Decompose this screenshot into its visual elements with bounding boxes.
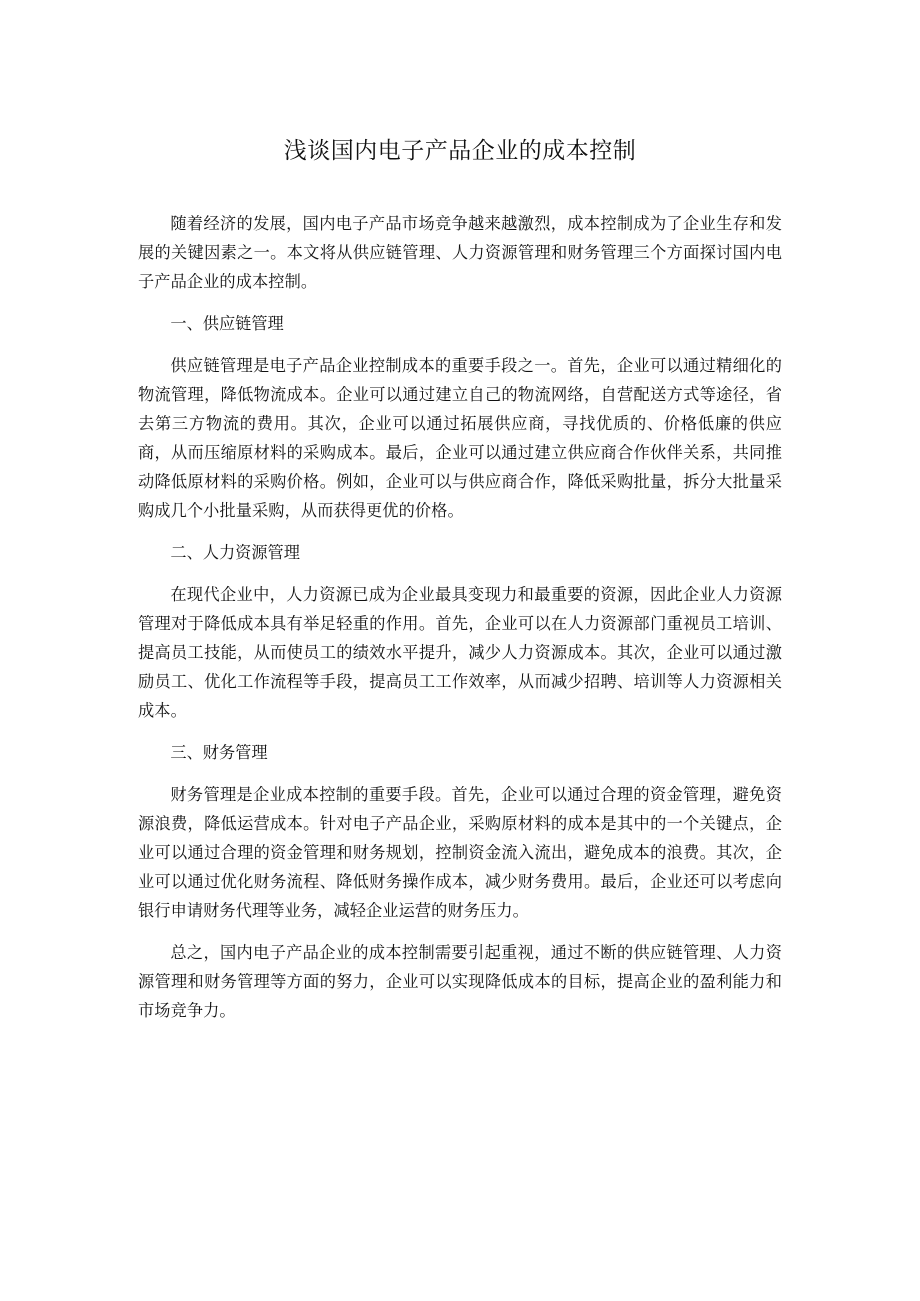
conclusion-paragraph: 总之，国内电子产品企业的成本控制需要引起重视，通过不断的供应链管理、人力资源管理和财务管理等方面的努力，企业可以实现降低成本的目标，提高企业的盈利能力和市场竞争力。	[138, 943, 782, 1020]
section-paragraph-human-resources: 在现代企业中，人力资源已成为企业最具变现力和最重要的资源，因此企业人力资源管理对于降低成本具有举足轻重的作用。首先，企业可以在人力资源部门重视员工培训、提高员工技能，从而使员工的绩效水平提升，减少人力资源成本。其次，企业可以通过激励员工、优化工作流程等手段，提高员工工作效率，从而减少招聘、培训等人力资源相关成本。	[138, 585, 782, 720]
intro-paragraph: 随着经济的发展，国内电子产品市场竞争越来越激烈，成本控制成为了企业生存和发展的关键因素之一。本文将从供应链管理、人力资源管理和财务管理三个方面探讨国内电子产品企业的成本控制。	[138, 214, 782, 291]
section-heading-supply-chain: 一、供应链管理	[170, 314, 284, 333]
section-paragraph-supply-chain: 供应链管理是电子产品企业控制成本的重要手段之一。首先，企业可以通过精细化的物流管理，降低物流成本。企业可以通过建立自己的物流网络，自营配送方式等途径，省去第三方物流的费用。其次，企业可以通过拓展供应商，寻找优质的、价格低廉的供应商，从而压缩原材料的采购成本。最后，企业可以通过建立供应商合作伙伴关系，共同推动降低原材料的采购价格。例如，企业可以与供应商合作，降低采购批量，拆分大批量采购成几个小批量采购，从而获得更优的价格。	[138, 356, 782, 520]
section-heading-finance: 三、财务管理	[170, 743, 268, 762]
document-body	[138, 209, 782, 1038]
document-title: 浅谈国内电子产品企业的成本控制	[283, 138, 637, 164]
section-paragraph-finance: 财务管理是企业成本控制的重要手段。首先，企业可以通过合理的资金管理，避免资源浪费，降低运营成本。针对电子产品企业，采购原材料的成本是其中的一个关键点，企业可以通过合理的资金管理和财务规划，控制资金流入流出，避免成本的浪费。其次，企业可以通过优化财务流程、降低财务操作成本，减少财务费用。最后，企业还可以考虑向银行申请财务代理等业务，减轻企业运营的财务压力。	[138, 785, 782, 920]
section-heading-human-resources: 二、人力资源管理	[170, 543, 300, 562]
